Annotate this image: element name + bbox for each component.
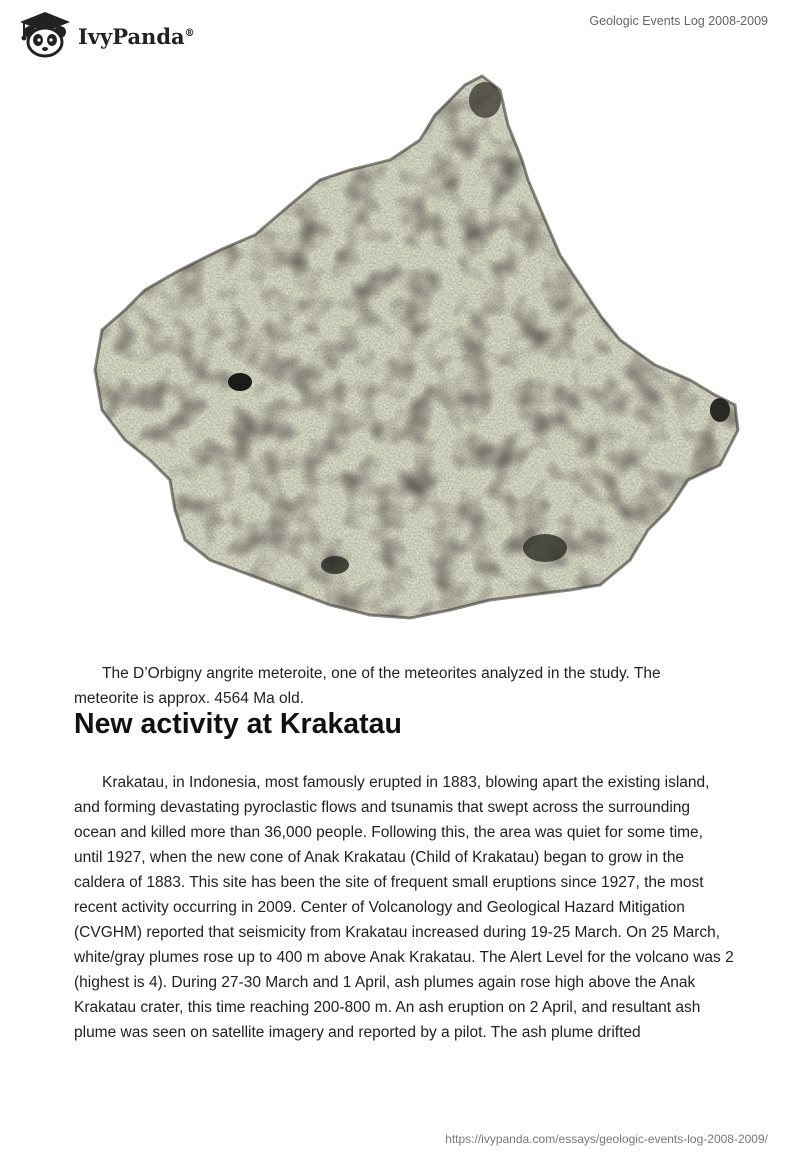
running-title: Geologic Events Log 2008-2009 bbox=[589, 14, 768, 28]
figure-caption: The D’Orbigny angrite meteroite, one of the meteorites analyzed in the study. The meteorite is approx. 4564 Ma old. bbox=[74, 664, 661, 707]
site-logo[interactable] bbox=[16, 10, 195, 58]
section-heading: New activity at Krakatau bbox=[74, 708, 402, 740]
body-paragraph: Krakatau, in Indonesia, most famously erupted in 1883, blowing apart the existing island, and forming devastating pyroclastic flows and tsunamis that swept across the surrounding ocean and killed more than 36,000 people. Following this, the area was quiet for some time, until 1927, when the new cone of Anak Krakatau (Child of Krakatau) began to grow in the caldera of 1883. This site has been the site of frequent small eruptions since 1927, the most recent activity occurring in 2009. Center of Volcanology and Geological Hazard Mitigation (CVGHM) reported that seismicity from Krakatau increased during 19-25 March. On 25 March, white/gray plumes rose up to 400 m above Anak Krakatau. The Alert Level for the volcano was 2 (highest is 4). During 27-30 March and 1 April, ash plumes again rose high above the Anak Krakatau crater, this time reaching 200-800 m. An ash eruption on 2 April, and resultant ash plume was seen on satellite imagery and reported by a pilot. The ash plume drifted bbox=[74, 774, 734, 1041]
meteorite-photo bbox=[90, 70, 740, 620]
logo-text: IvyPanda® bbox=[78, 23, 195, 49]
panda-logo-icon bbox=[16, 10, 74, 58]
footer-url[interactable]: https://ivypanda.com/essays/geologic-events-log-2008-2009/ bbox=[445, 1132, 768, 1146]
